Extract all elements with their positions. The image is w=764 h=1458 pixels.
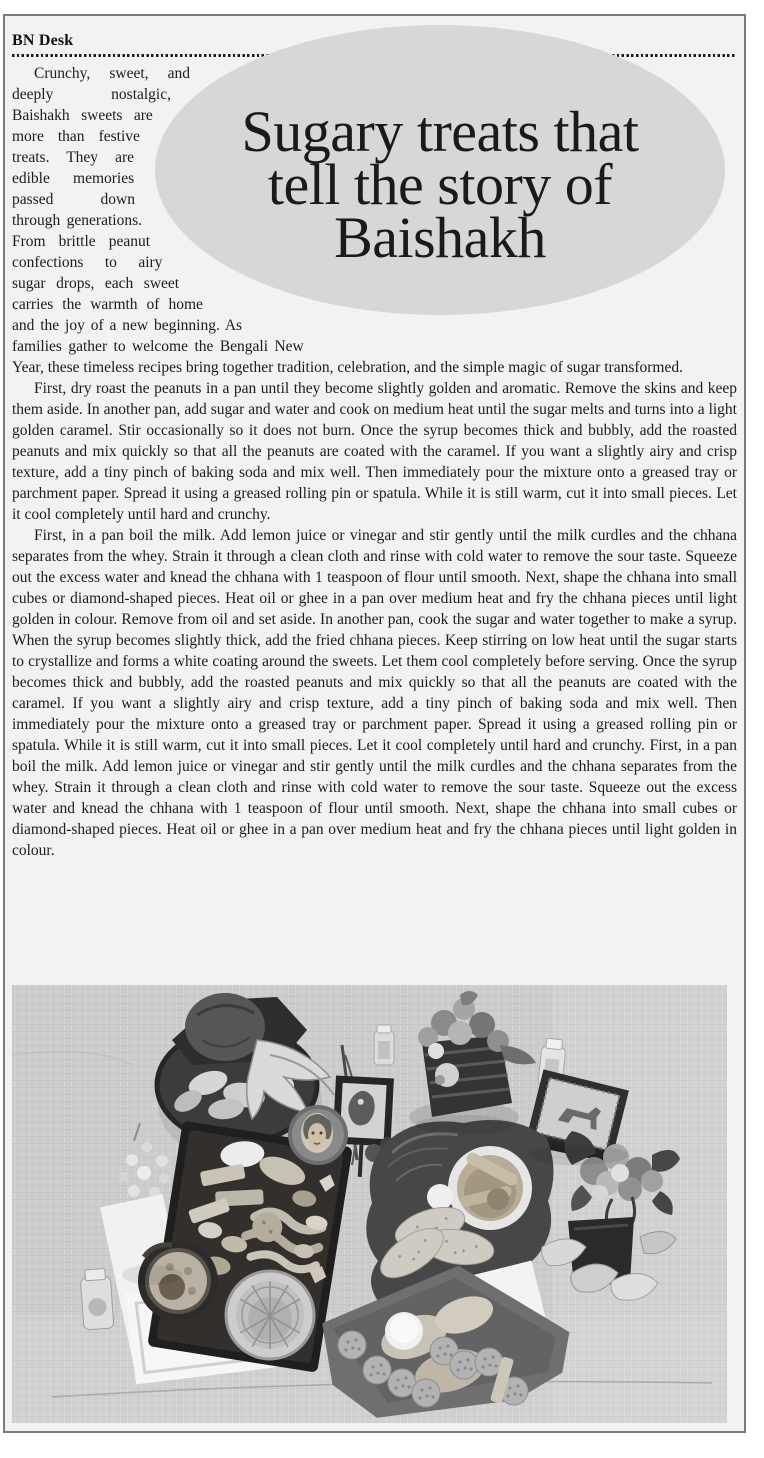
article-photo [12,985,727,1423]
paragraph-3: First, in a pan boil the milk. Add lemon juice or vinegar and stir gently until the milk curdles and the chhana separates from the whey. Strain it through a clean cloth and rinse with cold water to remove the sour taste. Squeeze out the excess water and knead the chhana with 1 teaspoon of flour until smooth. Next, shape the chhana into small cubes or diamond-shaped pieces. Heat oil or ghee in a pan over medium heat and fry the chhana pieces until light golden in colour. Remove from oil and set aside. In another pan, cook the sugar and water together to make a syrup. When the syrup becomes slightly thick, add the fried chhana pieces. Keep stirring on low heat until the sugar starts to crystallize and forms a white coating around the sweets. Let them cool completely before serving. Once the syrup becomes thick and bubbly, add the roasted peanuts and mix quickly so that all the peanuts are coated with the caramel. If you want a slightly airy and crisp texture, add a tiny pinch of baking soda and mix well. Then immediately pour the mixture onto a greased tray or parchment paper. Spread it using a greased rolling pin or spatula. While it is still warm, cut it into small pieces. Let it cool completely until hard and crunchy. First, in a pan boil the milk. Add lemon juice or vinegar and stir gently until the milk curdles and the chhana separates from the whey. Strain it through a clean cloth and rinse with cold water to remove the sour taste. Squeeze out the excess water and knead the chhana with 1 teaspoon of flour until smooth. Next, shape the chhana into small cubes or diamond-shaped pieces. Heat oil or ghee in a pan over medium heat and fry the chhana pieces until light golden in colour. [12,527,737,859]
face-tin [288,1105,348,1165]
headline-oval [155,25,725,315]
photo-illustration [12,985,727,1423]
woven-bowl [226,1271,314,1359]
headline-line-1: Sugary treats that [241,99,639,164]
headline [155,99,725,270]
paragraph-1: Crunchy, sweet, and deeply nostalgic, Baishakh sweets are more than festive treats. They are edible memories passed down through generations. From brittle peanut confections to airy sugar drops, each sweet carries the warmth of home and the joy of a new beginning. As families gather to welcome the Bengali New Year, these timeless recipes bring together tradition, celebration, and the simple magic of sugar transformed. [12,65,683,376]
headline-line-2: tell the story of [267,152,613,217]
paragraph-2: First, dry roast the peanuts in a pan until they become slightly golden and aromatic. Remove the skins and keep them aside. In another pan, add sugar and water and cook on medium heat until the sugar melts and turns into a light golden caramel. Stir occasionally so it does not burn. Once the syrup becomes thick and bubbly, add the roasted peanuts and mix quickly so that all the peanuts are coated with the caramel. If you want a slightly airy and crisp texture, add a tiny pinch of baking soda and mix well. Then immediately pour the mixture onto a greased tray or parchment paper. Spread it using a greased rolling pin or spatula. While it is still warm, cut it into small pieces. Let it cool completely until hard and crunchy. [12,380,737,523]
byline: BN Desk [12,32,74,49]
headline-line-3: Baishakh [334,205,546,270]
glass-jar-top [374,1025,394,1065]
